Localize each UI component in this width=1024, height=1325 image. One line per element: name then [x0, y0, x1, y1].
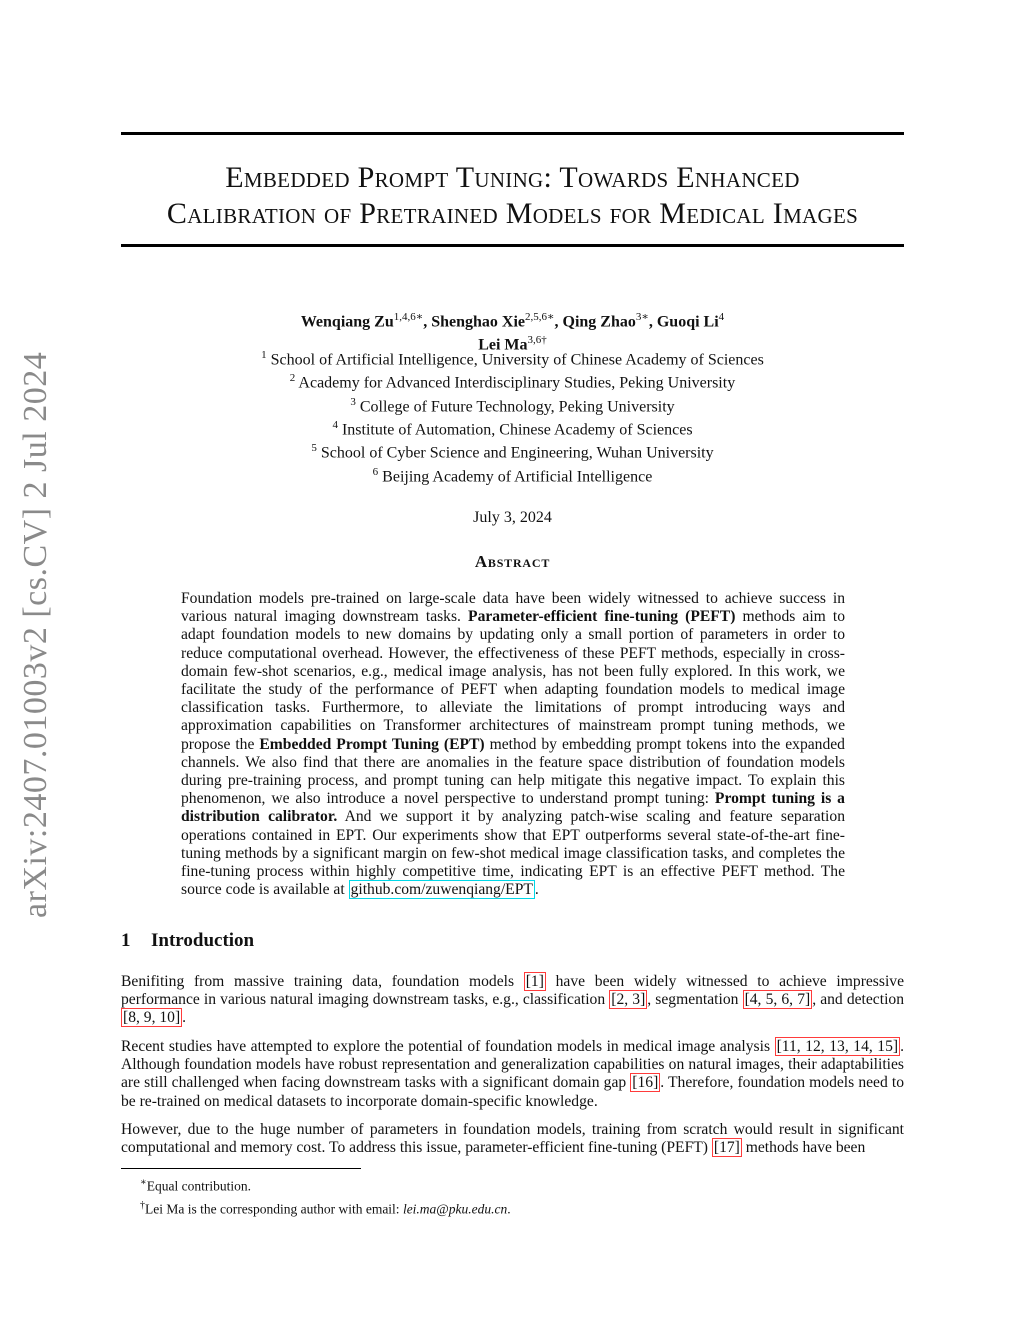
author-line-2: Lei $Ma^{3,6\dagger}$: [478, 334, 547, 354]
source-code-link[interactable]: github.com/zuwenqiang/EPT: [350, 881, 533, 899]
citation-link[interactable]: [11, 12, 13, 14, 15]: [776, 1038, 899, 1055]
arxiv-identifier: arXiv:2407.01003v2 [cs.CV] 2 Jul 2024: [17, 351, 54, 918]
author-email: lei.ma@pku.edu.cn: [402, 1201, 508, 1216]
citation-link[interactable]: [8, 9, 10]: [123, 1009, 181, 1027]
citation-link[interactable]: [16]: [632, 1074, 659, 1092]
author-name: Wenqiang Zu: [300, 313, 394, 331]
author-name: Guoqi Li: [656, 313, 719, 331]
affiliation-list: [121, 346, 904, 486]
footnote-corresponding-author: †Lei Ma is the corresponding author with email: lei.ma@pku.edu.cn.: [140, 1199, 511, 1216]
citation-link[interactable]: [4, 5, 6, 7]: [744, 991, 811, 1009]
affiliation-item: $^5$ School of Cyber Science and Engineering, Wuhan University: [311, 442, 714, 462]
affiliation-item: $^4$ Institute of Automation, Chinese Academy of Sciences: [332, 418, 693, 439]
affiliation-item: $^2$ Academy for Advanced Interdisciplinary Studies, Peking University: [289, 372, 736, 392]
intro-paragraph-2: Recent studies have attempted to explore the potential of foundation models in medical image analysis [11, 12, 13, 14, 15] . Although foundation models have robust representation and generalization capabilities on natural images, their adaptabilities are still challenged when facing downstream tasks with a significant domain gap [16] . Therefore, foundation models need to be re-trained on medical datasets to incorporate domain-specific knowledge.: [121, 1038, 904, 1110]
section-heading-introduction: 1 Introduction: [121, 930, 255, 951]
title-line-1: Embedded Prompt Tuning: Towards Enhanced: [225, 161, 800, 194]
paper-title: [121, 160, 904, 232]
affiliation-item: $^3$ College of Future Technology, Peking University: [350, 395, 675, 415]
footnote-equal-contribution: ∗Equal contribution.: [140, 1177, 252, 1194]
affiliation-item: $^6$ Beijing Academy of Artificial Intelligence: [372, 465, 653, 485]
footnote-rule: [121, 1168, 361, 1169]
citation-link[interactable]: [17]: [713, 1139, 740, 1157]
title-bottom-rule: [121, 244, 904, 247]
intro-paragraph-3: However, due to the huge number of parameters in foundation models, training from scratch would result in significant computational and memory cost. To address this issue, parameter-efficient fine-tuning (PEFT) [17] methods have been: [121, 1121, 904, 1157]
intro-paragraph-1: Benifiting from massive training data, foundation models [1] have been widely witnessed to achieve impressive performance in various natural imaging downstream tasks, e.g., classification [2, 3] , segmentation [4, 5, 6, 7] , and detection [8, 9, 10] .: [121, 973, 904, 1027]
citation-link[interactable]: [2, 3]: [611, 991, 646, 1009]
author-line-1: Wenqiang $Zu^{1,4,6∗}$, Shenghao Xie$^{2,5,6∗}$, Qing Zhao$^{3∗}$, Guoqi Li$^4$: [300, 311, 725, 331]
abstract-body: Foundation models pre-trained on large-scale data have been widely witnessed to achieve success in various natural imaging downstream tasks. Parameter-efficient fine-tuning (PEFT) methods aim to adapt foundation models to new domains by updating only a small portion of parameters in order to reduce computational overhead. However, the effectiveness of these PEFT methods, especially in cross-domain few-shot scenarios, e.g., medical image analysis, has not been fully explored. In this work, we facilitate the study of the performance of PEFT when adapting foundation models to medical image classification tasks. Furthermore, to alleviate the limitations of prompt introducing ways and approximation capabilities on Transformer architectures of mainstream prompt tuning methods, we propose the Embedded Prompt Tuning (EPT) method by embedding prompt tokens into the expanded channels. We also find that there are anomalies in the feature space distribution of foundation models during pre-training process, and prompt tuning can help mitigate this negative impact. To explain this phenomenon, we also introduce a novel perspective to understand prompt tuning: Prompt tuning is a distribution calibrator. And we support it by analyzing patch-wise scaling and feature separation operations contained in EPT. Our experiments show that EPT outperforms several state-of-the-art fine-tuning methods by a significant margin on few-shot medical image classification tasks, and completes the fine-tuning process within highly competitive time, indicating EPT is an effective PEFT method. The source code is available at github.com/zuwenqiang/EPT .: [181, 590, 846, 899]
affiliation-item: $^1$ School of Artificial Intelligence, University of Chinese Academy of Sciences: [261, 349, 764, 369]
author-name: Lei Ma: [478, 336, 528, 354]
citation-link[interactable]: [1]: [525, 973, 544, 990]
publication-date: July 3, 2024: [473, 509, 552, 526]
author-name: Qing Zhao: [562, 313, 636, 331]
title-line-2: Calibration of Pretrained Models for Medical Images: [166, 197, 859, 230]
author-name: Shenghao Xie: [431, 313, 526, 331]
abstract-heading: Abstract: [474, 552, 551, 571]
title-top-rule: [121, 132, 904, 135]
footnotes: [140, 1173, 900, 1218]
